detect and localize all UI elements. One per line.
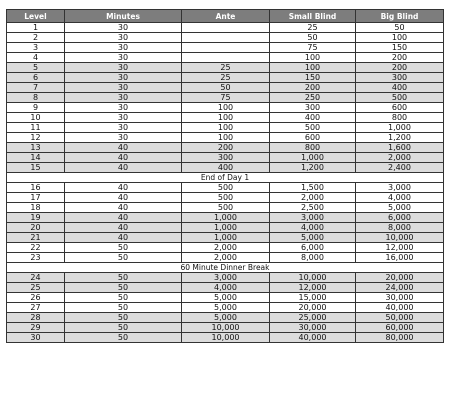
level-cell: 6 [7, 73, 65, 83]
table-row [7, 63, 444, 73]
ante-cell: 2,000 [182, 243, 270, 253]
level-cell: 30 [7, 333, 65, 343]
header-ante: Ante [182, 10, 270, 23]
minutes-cell: 30 [65, 43, 182, 53]
minutes-cell: 40 [65, 223, 182, 233]
big-blind-cell: 80,000 [356, 333, 444, 343]
big-blind-cell: 60,000 [356, 323, 444, 333]
ante-cell: 500 [182, 203, 270, 213]
ante-cell: 300 [182, 153, 270, 163]
small-blind-cell: 2,500 [270, 203, 356, 213]
table-row [7, 73, 444, 83]
table-row [7, 43, 444, 53]
minutes-cell: 50 [65, 243, 182, 253]
break-row [7, 263, 444, 273]
small-blind-cell: 4,000 [270, 223, 356, 233]
header-level: Level [7, 10, 65, 23]
big-blind-cell: 50 [356, 23, 444, 33]
small-blind-cell: 200 [270, 83, 356, 93]
minutes-cell: 30 [65, 63, 182, 73]
big-blind-cell: 40,000 [356, 303, 444, 313]
minutes-cell: 50 [65, 323, 182, 333]
ante-cell: 200 [182, 143, 270, 153]
ante-cell: 100 [182, 123, 270, 133]
big-blind-cell: 600 [356, 103, 444, 113]
blind-structure-table [6, 9, 444, 343]
ante-cell [182, 33, 270, 43]
header-big-blind: Big Blind [356, 10, 444, 23]
small-blind-cell: 30,000 [270, 323, 356, 333]
big-blind-cell: 500 [356, 93, 444, 103]
minutes-cell: 30 [65, 33, 182, 43]
ante-cell: 500 [182, 193, 270, 203]
minutes-cell: 30 [65, 83, 182, 93]
ante-cell: 25 [182, 63, 270, 73]
big-blind-cell: 8,000 [356, 223, 444, 233]
big-blind-cell: 1,000 [356, 123, 444, 133]
table-row [7, 303, 444, 313]
header-row [7, 10, 444, 23]
minutes-cell: 40 [65, 143, 182, 153]
minutes-cell: 50 [65, 293, 182, 303]
ante-cell: 400 [182, 163, 270, 173]
small-blind-cell: 400 [270, 113, 356, 123]
level-cell: 9 [7, 103, 65, 113]
big-blind-cell: 10,000 [356, 233, 444, 243]
minutes-cell: 40 [65, 163, 182, 173]
ante-cell: 5,000 [182, 313, 270, 323]
level-cell: 26 [7, 293, 65, 303]
big-blind-cell: 5,000 [356, 203, 444, 213]
level-cell: 14 [7, 153, 65, 163]
level-cell: 8 [7, 93, 65, 103]
minutes-cell: 30 [65, 53, 182, 63]
ante-cell: 50 [182, 83, 270, 93]
table-row [7, 273, 444, 283]
big-blind-cell: 3,000 [356, 183, 444, 193]
small-blind-cell: 10,000 [270, 273, 356, 283]
break-label: 60 Minute Dinner Break [7, 263, 444, 273]
ante-cell [182, 43, 270, 53]
minutes-cell: 50 [65, 253, 182, 263]
small-blind-cell: 8,000 [270, 253, 356, 263]
big-blind-cell: 2,000 [356, 153, 444, 163]
big-blind-cell: 6,000 [356, 213, 444, 223]
minutes-cell: 40 [65, 203, 182, 213]
level-cell: 2 [7, 33, 65, 43]
ante-cell: 500 [182, 183, 270, 193]
table-row [7, 213, 444, 223]
table-body [7, 23, 444, 343]
minutes-cell: 30 [65, 113, 182, 123]
big-blind-cell: 20,000 [356, 273, 444, 283]
level-cell: 15 [7, 163, 65, 173]
level-cell: 29 [7, 323, 65, 333]
small-blind-cell: 150 [270, 73, 356, 83]
small-blind-cell: 5,000 [270, 233, 356, 243]
blind-structure-table-container [6, 9, 443, 343]
big-blind-cell: 24,000 [356, 283, 444, 293]
level-cell: 24 [7, 273, 65, 283]
table-row [7, 233, 444, 243]
big-blind-cell: 800 [356, 113, 444, 123]
small-blind-cell: 1,200 [270, 163, 356, 173]
small-blind-cell: 25,000 [270, 313, 356, 323]
header-minutes: Minutes [65, 10, 182, 23]
small-blind-cell: 12,000 [270, 283, 356, 293]
ante-cell: 1,000 [182, 233, 270, 243]
level-cell: 28 [7, 313, 65, 323]
ante-cell: 2,000 [182, 253, 270, 263]
minutes-cell: 40 [65, 183, 182, 193]
big-blind-cell: 400 [356, 83, 444, 93]
level-cell: 16 [7, 183, 65, 193]
big-blind-cell: 2,400 [356, 163, 444, 173]
ante-cell: 100 [182, 133, 270, 143]
table-row [7, 93, 444, 103]
level-cell: 19 [7, 213, 65, 223]
table-row [7, 133, 444, 143]
ante-cell: 5,000 [182, 293, 270, 303]
big-blind-cell: 150 [356, 43, 444, 53]
table-row [7, 203, 444, 213]
table-row [7, 253, 444, 263]
ante-cell: 1,000 [182, 223, 270, 233]
big-blind-cell: 16,000 [356, 253, 444, 263]
table-row [7, 53, 444, 63]
small-blind-cell: 100 [270, 53, 356, 63]
minutes-cell: 40 [65, 233, 182, 243]
level-cell: 23 [7, 253, 65, 263]
table-row [7, 243, 444, 253]
table-row [7, 323, 444, 333]
table-row [7, 193, 444, 203]
big-blind-cell: 200 [356, 53, 444, 63]
small-blind-cell: 75 [270, 43, 356, 53]
small-blind-cell: 6,000 [270, 243, 356, 253]
small-blind-cell: 100 [270, 63, 356, 73]
level-cell: 12 [7, 133, 65, 143]
level-cell: 27 [7, 303, 65, 313]
table-row [7, 313, 444, 323]
minutes-cell: 30 [65, 93, 182, 103]
big-blind-cell: 12,000 [356, 243, 444, 253]
table-row [7, 33, 444, 43]
small-blind-cell: 300 [270, 103, 356, 113]
ante-cell [182, 23, 270, 33]
level-cell: 1 [7, 23, 65, 33]
level-cell: 7 [7, 83, 65, 93]
small-blind-cell: 40,000 [270, 333, 356, 343]
small-blind-cell: 25 [270, 23, 356, 33]
table-row [7, 183, 444, 193]
big-blind-cell: 300 [356, 73, 444, 83]
level-cell: 21 [7, 233, 65, 243]
big-blind-cell: 50,000 [356, 313, 444, 323]
ante-cell [182, 53, 270, 63]
minutes-cell: 30 [65, 133, 182, 143]
big-blind-cell: 1,600 [356, 143, 444, 153]
minutes-cell: 40 [65, 193, 182, 203]
table-row [7, 23, 444, 33]
level-cell: 18 [7, 203, 65, 213]
table-row [7, 293, 444, 303]
ante-cell: 10,000 [182, 323, 270, 333]
minutes-cell: 50 [65, 283, 182, 293]
minutes-cell: 50 [65, 303, 182, 313]
minutes-cell: 30 [65, 23, 182, 33]
small-blind-cell: 20,000 [270, 303, 356, 313]
level-cell: 17 [7, 193, 65, 203]
small-blind-cell: 600 [270, 133, 356, 143]
ante-cell: 3,000 [182, 273, 270, 283]
ante-cell: 4,000 [182, 283, 270, 293]
minutes-cell: 50 [65, 313, 182, 323]
ante-cell: 5,000 [182, 303, 270, 313]
table-row [7, 333, 444, 343]
ante-cell: 100 [182, 103, 270, 113]
level-cell: 25 [7, 283, 65, 293]
big-blind-cell: 100 [356, 33, 444, 43]
level-cell: 20 [7, 223, 65, 233]
ante-cell: 100 [182, 113, 270, 123]
level-cell: 13 [7, 143, 65, 153]
small-blind-cell: 500 [270, 123, 356, 133]
table-row [7, 143, 444, 153]
table-row [7, 123, 444, 133]
level-cell: 10 [7, 113, 65, 123]
level-cell: 3 [7, 43, 65, 53]
break-label: End of Day 1 [7, 173, 444, 183]
level-cell: 22 [7, 243, 65, 253]
minutes-cell: 40 [65, 213, 182, 223]
small-blind-cell: 15,000 [270, 293, 356, 303]
table-row [7, 113, 444, 123]
level-cell: 4 [7, 53, 65, 63]
minutes-cell: 30 [65, 103, 182, 113]
header-small-blind: Small Blind [270, 10, 356, 23]
break-row [7, 173, 444, 183]
big-blind-cell: 4,000 [356, 193, 444, 203]
big-blind-cell: 30,000 [356, 293, 444, 303]
small-blind-cell: 800 [270, 143, 356, 153]
table-row [7, 83, 444, 93]
ante-cell: 10,000 [182, 333, 270, 343]
small-blind-cell: 1,000 [270, 153, 356, 163]
small-blind-cell: 1,500 [270, 183, 356, 193]
table-row [7, 283, 444, 293]
small-blind-cell: 50 [270, 33, 356, 43]
small-blind-cell: 3,000 [270, 213, 356, 223]
ante-cell: 1,000 [182, 213, 270, 223]
ante-cell: 75 [182, 93, 270, 103]
minutes-cell: 50 [65, 333, 182, 343]
table-row [7, 103, 444, 113]
big-blind-cell: 200 [356, 63, 444, 73]
small-blind-cell: 250 [270, 93, 356, 103]
big-blind-cell: 1,200 [356, 133, 444, 143]
minutes-cell: 30 [65, 73, 182, 83]
table-row [7, 223, 444, 233]
ante-cell: 25 [182, 73, 270, 83]
minutes-cell: 30 [65, 123, 182, 133]
level-cell: 5 [7, 63, 65, 73]
minutes-cell: 40 [65, 153, 182, 163]
table-row [7, 153, 444, 163]
level-cell: 11 [7, 123, 65, 133]
minutes-cell: 50 [65, 273, 182, 283]
small-blind-cell: 2,000 [270, 193, 356, 203]
table-row [7, 163, 444, 173]
